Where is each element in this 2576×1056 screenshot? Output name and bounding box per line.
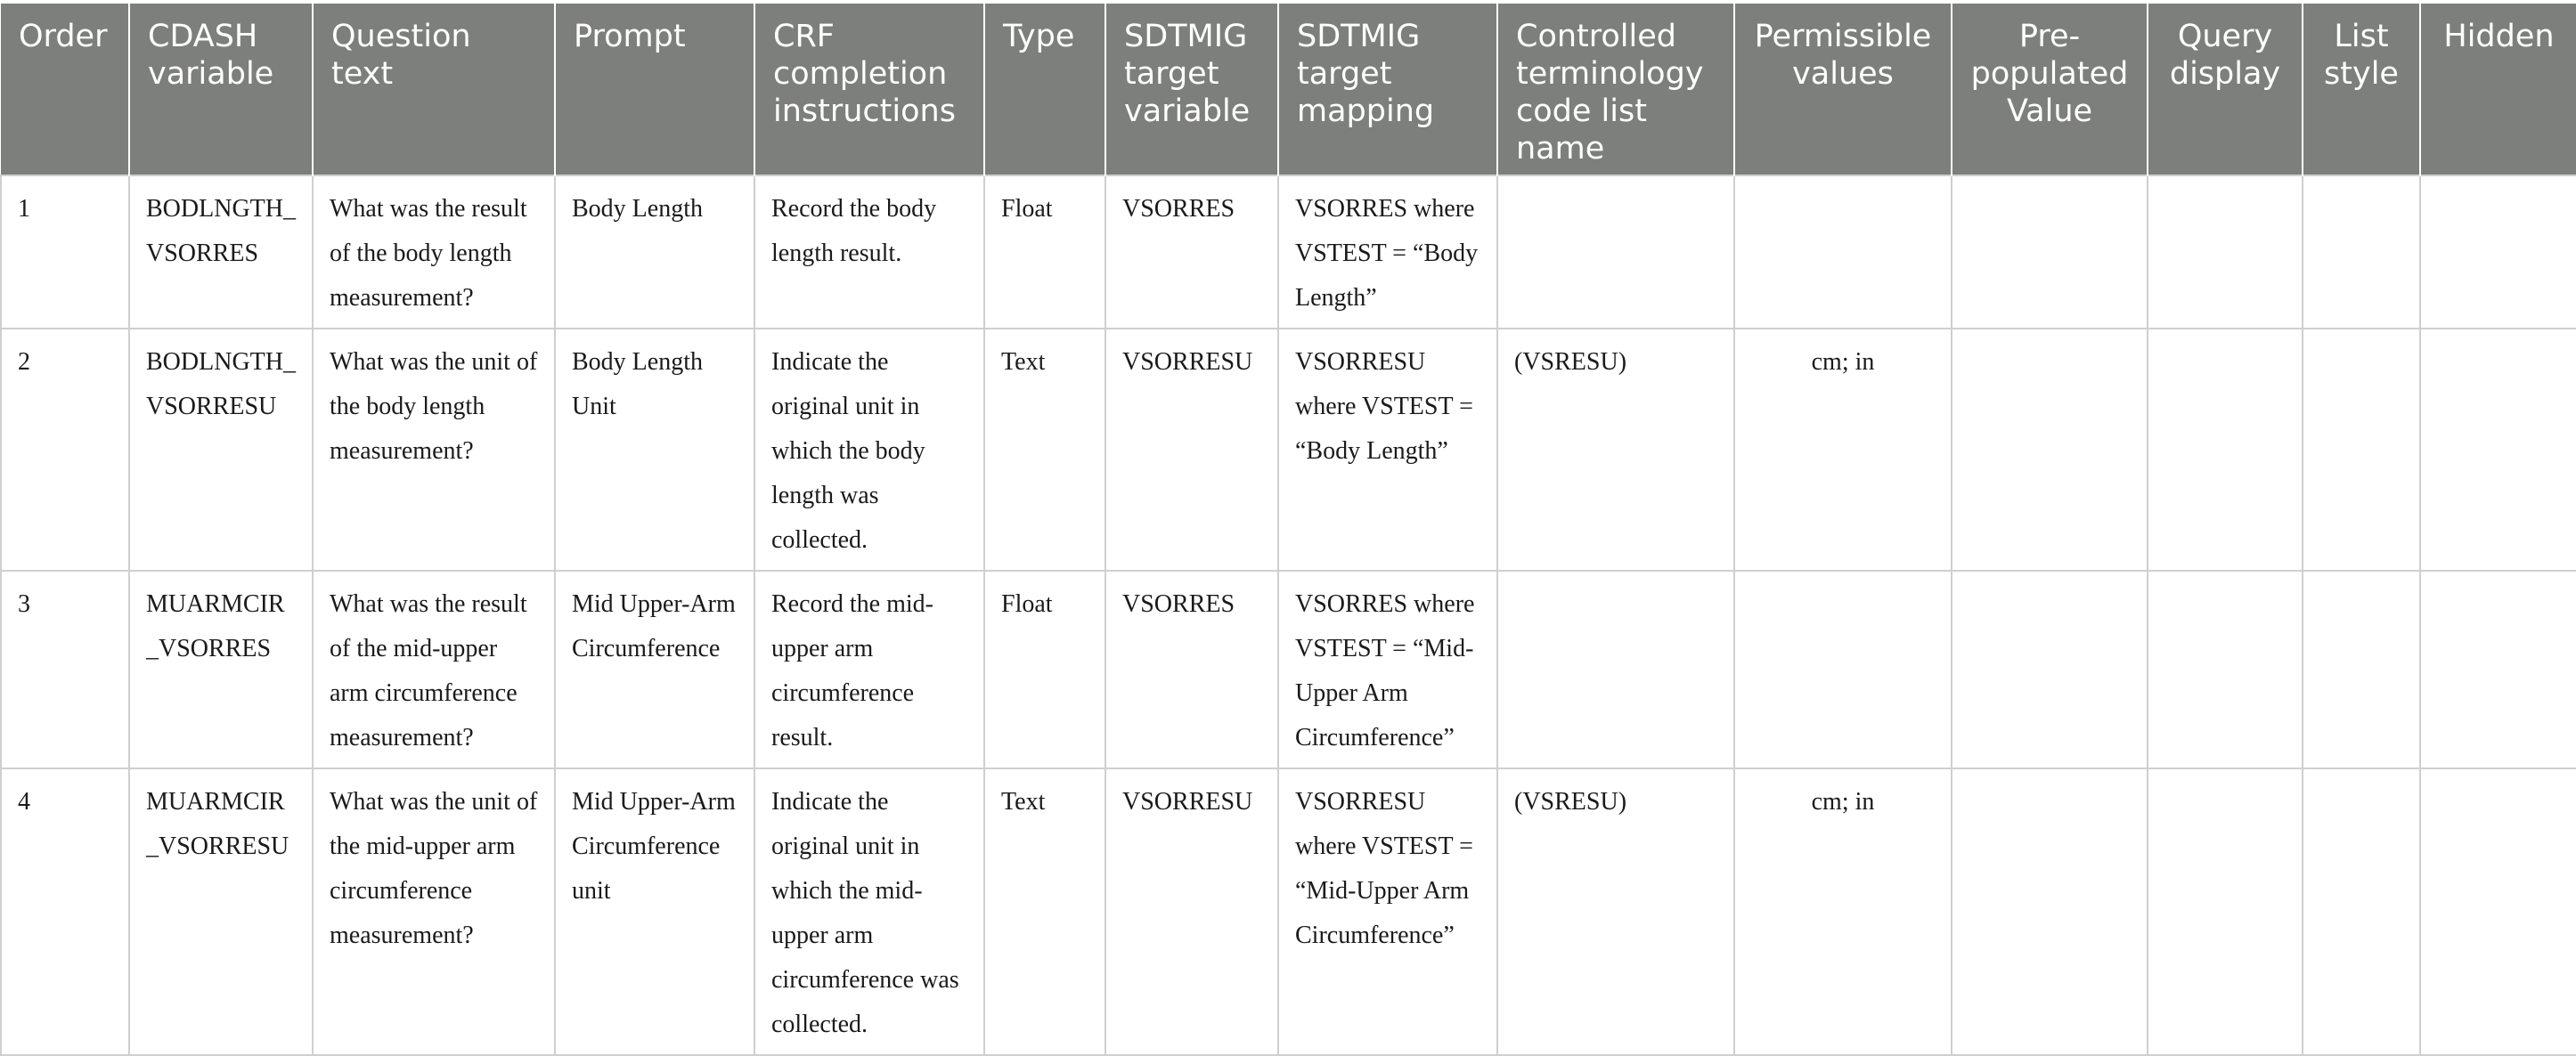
- cell-ct-codelist: [1497, 571, 1734, 768]
- cell-order: 2: [1, 329, 129, 571]
- cell-crf-instructions: Indicate the original unit in which the mid-upper arm circumference was collected.: [754, 768, 984, 1055]
- cell-prompt: Body Length Unit: [555, 329, 754, 571]
- cell-query-display: [2148, 329, 2303, 571]
- column-header-list-style: List style: [2303, 4, 2420, 175]
- cell-ct-codelist: (VSRESU): [1497, 329, 1734, 571]
- cell-question-text: What was the result of the mid-upper arm circumference measurement?: [313, 571, 555, 768]
- column-header-type: Type: [984, 4, 1105, 175]
- cell-crf-instructions: Record the body length result.: [754, 175, 984, 329]
- cell-type: Float: [984, 571, 1105, 768]
- cell-question-text: What was the unit of the mid-upper arm circumference measurement?: [313, 768, 555, 1055]
- cell-prepopulated-value: [1952, 329, 2148, 571]
- column-header-query-display: Query display: [2148, 4, 2303, 175]
- cell-ct-codelist: (VSRESU): [1497, 768, 1734, 1055]
- cell-prompt: Body Length: [555, 175, 754, 329]
- cell-ct-codelist: [1497, 175, 1734, 329]
- cell-sdtmig-mapping: VSORRESU where VSTEST = “Body Length”: [1278, 329, 1497, 571]
- column-header-prepopulated-value: Pre-populated Value: [1952, 4, 2148, 175]
- cell-list-style: [2303, 175, 2420, 329]
- cell-hidden: [2420, 768, 2576, 1055]
- cell-sdtmig-variable: VSORRESU: [1105, 329, 1278, 571]
- table-header: [1, 4, 2576, 175]
- column-header-prompt: Prompt: [555, 4, 754, 175]
- column-header-crf-instructions: CRF completion instructions: [754, 4, 984, 175]
- cell-query-display: [2148, 768, 2303, 1055]
- cell-prepopulated-value: [1952, 571, 2148, 768]
- cell-cdash-variable: MUARMCIR_VSORRESU: [129, 768, 313, 1055]
- cell-hidden: [2420, 571, 2576, 768]
- table-row: [1, 175, 2576, 329]
- crf-variable-table: [0, 4, 2576, 1056]
- column-header-ct-codelist: Controlled terminology code list name: [1497, 4, 1734, 175]
- cell-query-display: [2148, 571, 2303, 768]
- cell-crf-instructions: Record the mid-upper arm circumference result.: [754, 571, 984, 768]
- column-header-order: Order: [1, 4, 129, 175]
- table-row: [1, 768, 2576, 1055]
- cell-sdtmig-mapping: VSORRESU where VSTEST = “Mid-Upper Arm Circumference”: [1278, 768, 1497, 1055]
- cell-sdtmig-variable: VSORRES: [1105, 571, 1278, 768]
- cell-cdash-variable: BODLNGTH_VSORRESU: [129, 329, 313, 571]
- table-row: [1, 571, 2576, 768]
- column-header-sdtmig-variable: SDTMIG target variable: [1105, 4, 1278, 175]
- cell-list-style: [2303, 571, 2420, 768]
- cell-permissible-values: [1734, 175, 1952, 329]
- cell-prompt: Mid Upper-Arm Circumference unit: [555, 768, 754, 1055]
- cell-sdtmig-variable: VSORRES: [1105, 175, 1278, 329]
- cell-hidden: [2420, 329, 2576, 571]
- header-row: [1, 4, 2576, 175]
- cell-order: 3: [1, 571, 129, 768]
- cell-cdash-variable: MUARMCIR_VSORRES: [129, 571, 313, 768]
- cell-permissible-values: cm; in: [1734, 768, 1952, 1055]
- cell-permissible-values: [1734, 571, 1952, 768]
- cell-prepopulated-value: [1952, 768, 2148, 1055]
- cell-order: 4: [1, 768, 129, 1055]
- cell-prompt: Mid Upper-Arm Circumference: [555, 571, 754, 768]
- column-header-question-text: Question text: [313, 4, 555, 175]
- cell-order: 1: [1, 175, 129, 329]
- column-header-sdtmig-mapping: SDTMIG target mapping: [1278, 4, 1497, 175]
- cell-query-display: [2148, 175, 2303, 329]
- column-header-hidden: Hidden: [2420, 4, 2576, 175]
- cell-list-style: [2303, 329, 2420, 571]
- cell-prepopulated-value: [1952, 175, 2148, 329]
- column-header-permissible-values: Permissible values: [1734, 4, 1952, 175]
- cell-hidden: [2420, 175, 2576, 329]
- cell-list-style: [2303, 768, 2420, 1055]
- table-row: [1, 329, 2576, 571]
- cell-type: Float: [984, 175, 1105, 329]
- cell-type: Text: [984, 329, 1105, 571]
- cell-sdtmig-mapping: VSORRES where VSTEST = “Mid-Upper Arm Circumference”: [1278, 571, 1497, 768]
- cell-sdtmig-mapping: VSORRES where VSTEST = “Body Length”: [1278, 175, 1497, 329]
- cell-type: Text: [984, 768, 1105, 1055]
- cell-question-text: What was the unit of the body length measurement?: [313, 329, 555, 571]
- table-body: [1, 175, 2576, 1055]
- cell-sdtmig-variable: VSORRESU: [1105, 768, 1278, 1055]
- cell-cdash-variable: BODLNGTH_VSORRES: [129, 175, 313, 329]
- cell-crf-instructions: Indicate the original unit in which the body length was collected.: [754, 329, 984, 571]
- cell-permissible-values: cm; in: [1734, 329, 1952, 571]
- column-header-cdash-variable: CDASH variable: [129, 4, 313, 175]
- cell-question-text: What was the result of the body length measurement?: [313, 175, 555, 329]
